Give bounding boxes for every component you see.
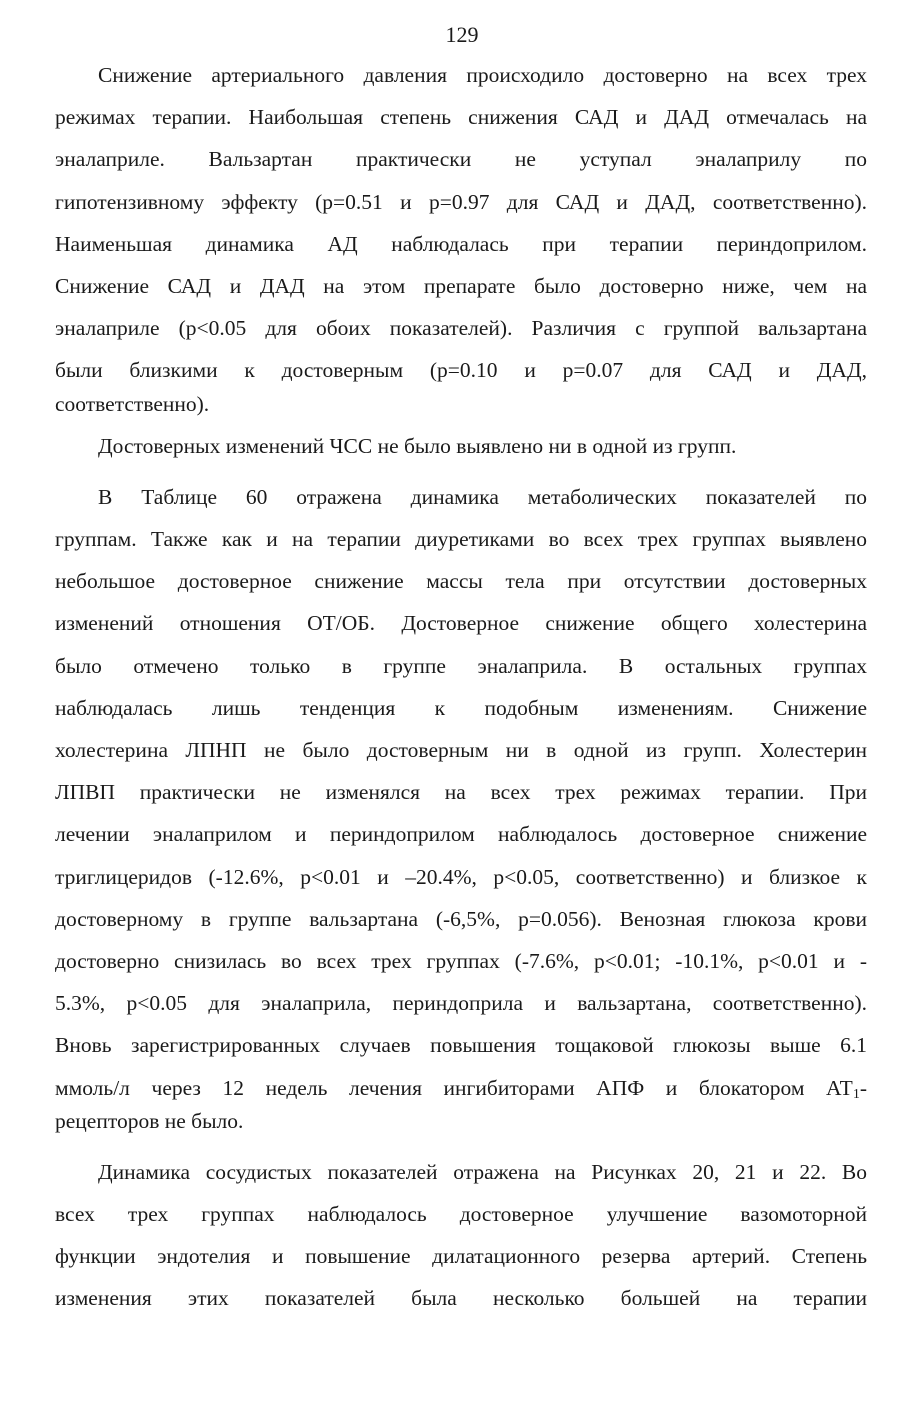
text-line	[55, 434, 867, 476]
line-text: изменения этих показателей была несколько большей на терапии	[55, 1286, 867, 1311]
line-text: ммоль/л через 12 недель лечения ингибиторами АПФ и блокатором АТ	[55, 1075, 853, 1100]
text-line	[55, 392, 867, 434]
line-text-with-subscript	[55, 1067, 867, 1109]
line-text: Вновь зарегистрированных случаев повышения тощаковой глюкозы выше 6.1	[55, 1033, 867, 1058]
text-line	[55, 476, 867, 518]
line-text: соответственно).	[55, 391, 210, 416]
text-line	[55, 181, 867, 223]
subscript: 1	[852, 1086, 860, 1102]
line-text: гипотензивному эффекту (р=0.51 и р=0.97 для САД и ДАД, соответственно).	[55, 189, 867, 214]
line-text: лечении эналаприлом и периндоприлом наблюдалось достоверное снижение	[55, 822, 867, 847]
text-line	[55, 1109, 867, 1151]
text-line	[55, 349, 867, 391]
text-line	[55, 602, 867, 644]
line-text: изменений отношения ОТ/ОБ. Достоверное снижение общего холестерина	[55, 611, 867, 636]
text-line	[55, 771, 867, 813]
text-line	[55, 560, 867, 602]
text-line	[55, 307, 867, 349]
subscript-suffix: -	[859, 1075, 867, 1100]
line-text: Снижение артериального давления происходило достоверно на всех трех	[98, 63, 867, 87]
line-text: рецепторов не было.	[55, 1108, 244, 1133]
text-line	[55, 813, 867, 855]
line-text: Динамика сосудистых показателей отражена на Рисунках 20, 21 и 22. Во	[98, 1159, 867, 1184]
document-body	[55, 54, 867, 1320]
line-text: эналаприле. Вальзартан практически не уступал эналаприлу по	[55, 147, 867, 172]
line-text: холестерина ЛПНП не было достоверным ни в одной из групп. Холестерин	[55, 738, 867, 762]
text-line	[55, 1151, 867, 1193]
page-number: 129	[445, 22, 479, 47]
line-text: было отмечено только в группе эналаприла. В остальных группах	[55, 653, 867, 678]
text-line	[55, 898, 867, 940]
line-text: достоверно снизилась во всех трех группах (-7.6%, р<0.01; -10.1%, р<0.01 и -	[55, 948, 867, 973]
text-line	[55, 223, 867, 265]
text-line	[55, 138, 867, 180]
line-text: были близкими к достоверным (р=0.10 и р=0.07 для САД и ДАД,	[55, 358, 867, 383]
line-text: достоверному в группе вальзартана (-6,5%, р=0.056). Венозная глюкоза крови	[55, 906, 867, 931]
text-line	[55, 1067, 867, 1109]
line-text: небольшое достоверное снижение массы тела при отсутствии достоверных	[55, 569, 867, 594]
paragraph	[55, 54, 867, 434]
paragraph	[55, 434, 867, 476]
line-text: наблюдалась лишь тенденция к подобным изменениям. Снижение	[55, 695, 867, 720]
line-text: эналаприле (р<0.05 для обоих показателей). Различия с группой вальзартана	[55, 316, 867, 341]
line-text: Снижение САД и ДАД на этом препарате было достоверно ниже, чем на	[55, 273, 867, 298]
text-line	[55, 1235, 867, 1277]
line-text: ЛПВП практически не изменялся на всех трех режимах терапии. При	[55, 780, 867, 805]
text-line	[55, 54, 867, 96]
line-text: В Таблице 60 отражена динамика метаболических показателей по	[98, 484, 867, 509]
text-line	[55, 265, 867, 307]
line-text: режимах терапии. Наибольшая степень снижения САД и ДАД отмечалась на	[55, 105, 867, 130]
text-line	[55, 687, 867, 729]
text-line	[55, 1024, 867, 1066]
line-text: группам. Также как и на терапии диуретиками во всех трех группах выявлено	[55, 527, 867, 552]
line-text: Достоверных изменений ЧСС не было выявлено ни в одной из групп.	[98, 433, 737, 458]
text-line	[55, 96, 867, 138]
paragraph	[55, 1151, 867, 1320]
text-line	[55, 982, 867, 1024]
text-line	[55, 729, 867, 771]
text-line	[55, 645, 867, 687]
text-line	[55, 1277, 867, 1319]
text-line	[55, 518, 867, 560]
line-text: функции эндотелия и повышение дилатационного резерва артерий. Степень	[55, 1244, 867, 1269]
paragraph	[55, 476, 867, 1151]
text-line	[55, 856, 867, 898]
text-line	[55, 1193, 867, 1235]
line-text: триглицеридов (-12.6%, р<0.01 и –20.4%, р<0.05, соответственно) и близкое к	[55, 864, 867, 889]
line-text: 5.3%, р<0.05 для эналаприла, периндоприла и вальзартана, соответственно).	[55, 991, 867, 1016]
line-text: Наименьшая динамика АД наблюдалась при терапии периндоприлом.	[55, 231, 867, 256]
line-text: всех трех группах наблюдалось достоверное улучшение вазомоторной	[55, 1202, 867, 1227]
text-line	[55, 940, 867, 982]
